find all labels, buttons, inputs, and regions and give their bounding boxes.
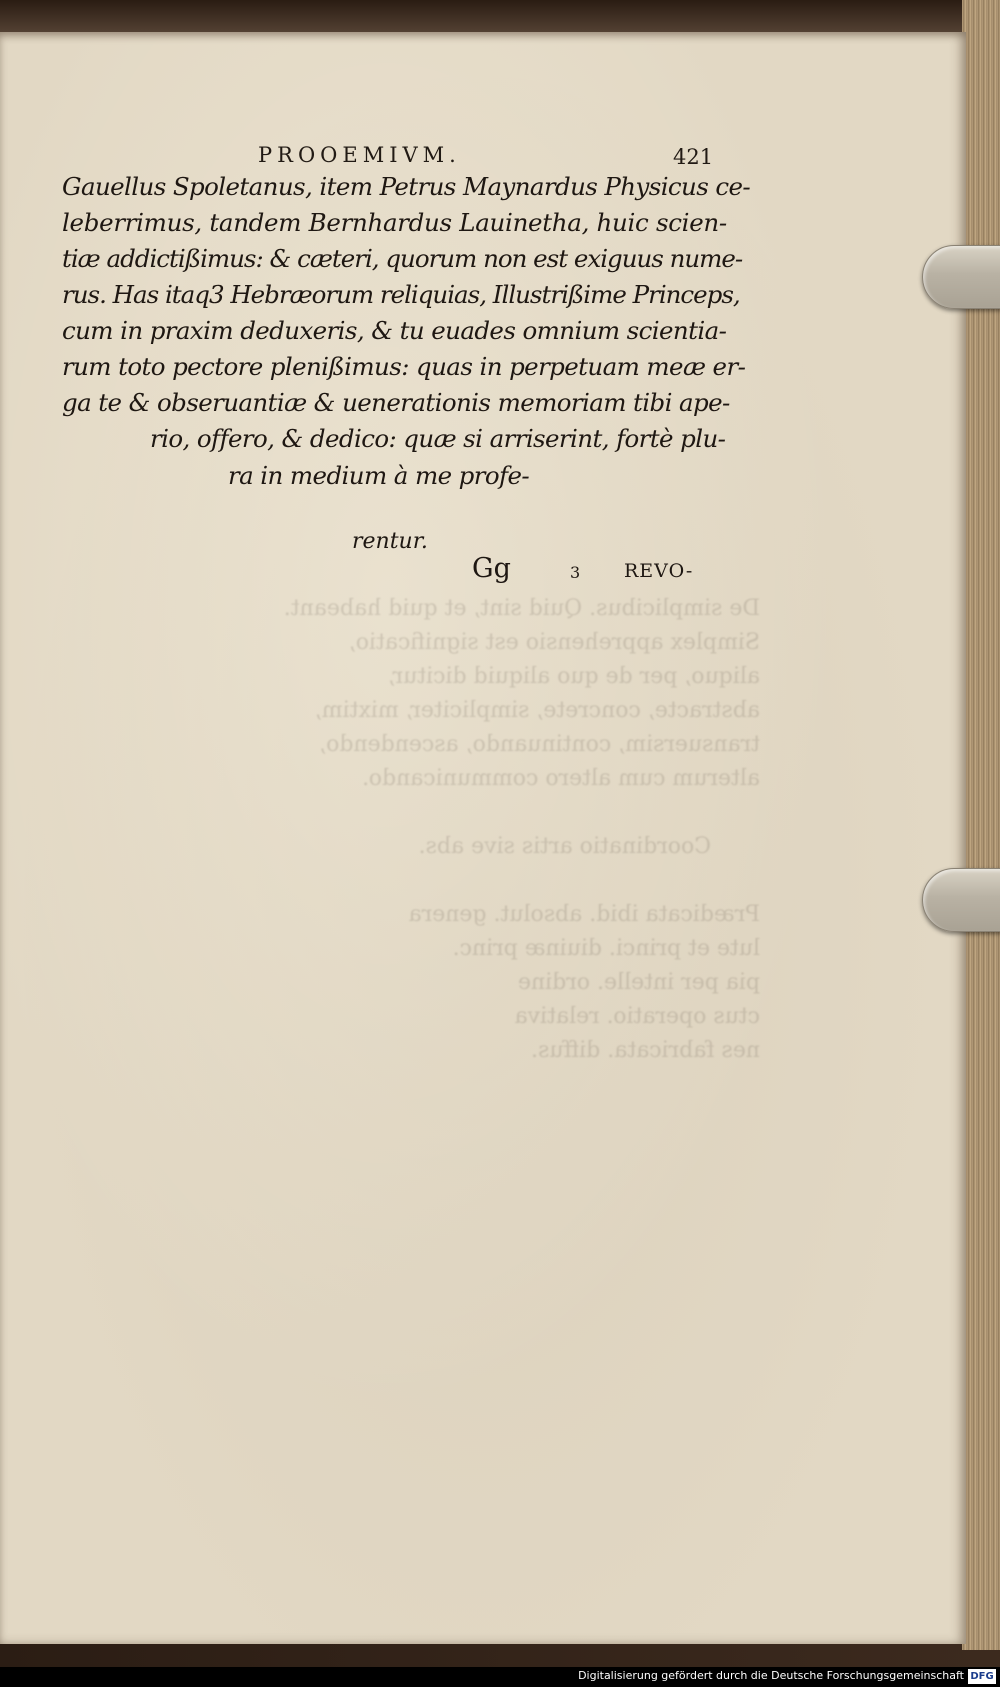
page-clip-top — [922, 245, 1000, 309]
signature-number: 3 — [570, 563, 581, 582]
book-page — [0, 32, 966, 1644]
page-number: 421 — [673, 145, 714, 169]
text-line-1: Gauellus Spoletanus, item Petrus Maynardus Physicus ce- — [62, 172, 751, 201]
dfg-logo: DFG — [968, 1669, 996, 1684]
page-clip-bottom — [922, 868, 1000, 932]
text-line-4: rus. Has itaq3 Hebræorum reliquias, Illustrißime Princeps, — [62, 280, 740, 309]
signature-mark: Gg — [472, 553, 511, 584]
text-line-10: rentur. — [352, 529, 428, 554]
bleed-through-text: De simplicibus. Quid sint, et quid habeant. Simplex apprehensio est significatio, aliquo, per de quo aliquid dicitur, abstracte, concrete, simpliciter, mixtim, transuersim, continuando, ascendendo, alterum cum altero communicando. Coordinatio artis sive abs. Prædicata ibid. absolut. genera lute et princi. diuinæ princ. pia per intelle. ordine ctus operatio. relativa nes fabricata. diffus. — [283, 596, 760, 1063]
text-line-7: ga te & obseruantiæ & uenerationis memoriam tibi ape- — [62, 388, 730, 417]
footer-credit: Digitalisierung gefördert durch die Deutsche Forschungsgemeinschaft — [578, 1669, 964, 1682]
text-line-2: leberrimus, tandem Bernhardus Lauinetha, huic scien- — [62, 208, 727, 237]
text-line-3: tiæ addictißimus: & cæteri, quorum non est exiguus nume- — [62, 244, 743, 273]
text-line-8: rio, offero, & dedico: quæ si arriserint, fortè plu- — [150, 424, 726, 453]
running-head: PROOEMIVM. — [258, 143, 461, 167]
text-line-9: ra in medium à me profe- — [228, 461, 530, 490]
text-line-6: rum toto pectore plenißimus: quas in perpetuam meæ er- — [62, 352, 746, 381]
text-line-5: cum in praxim deduxeris, & tu euades omnium scientia- — [62, 316, 727, 345]
catchword: REVO- — [624, 560, 694, 582]
